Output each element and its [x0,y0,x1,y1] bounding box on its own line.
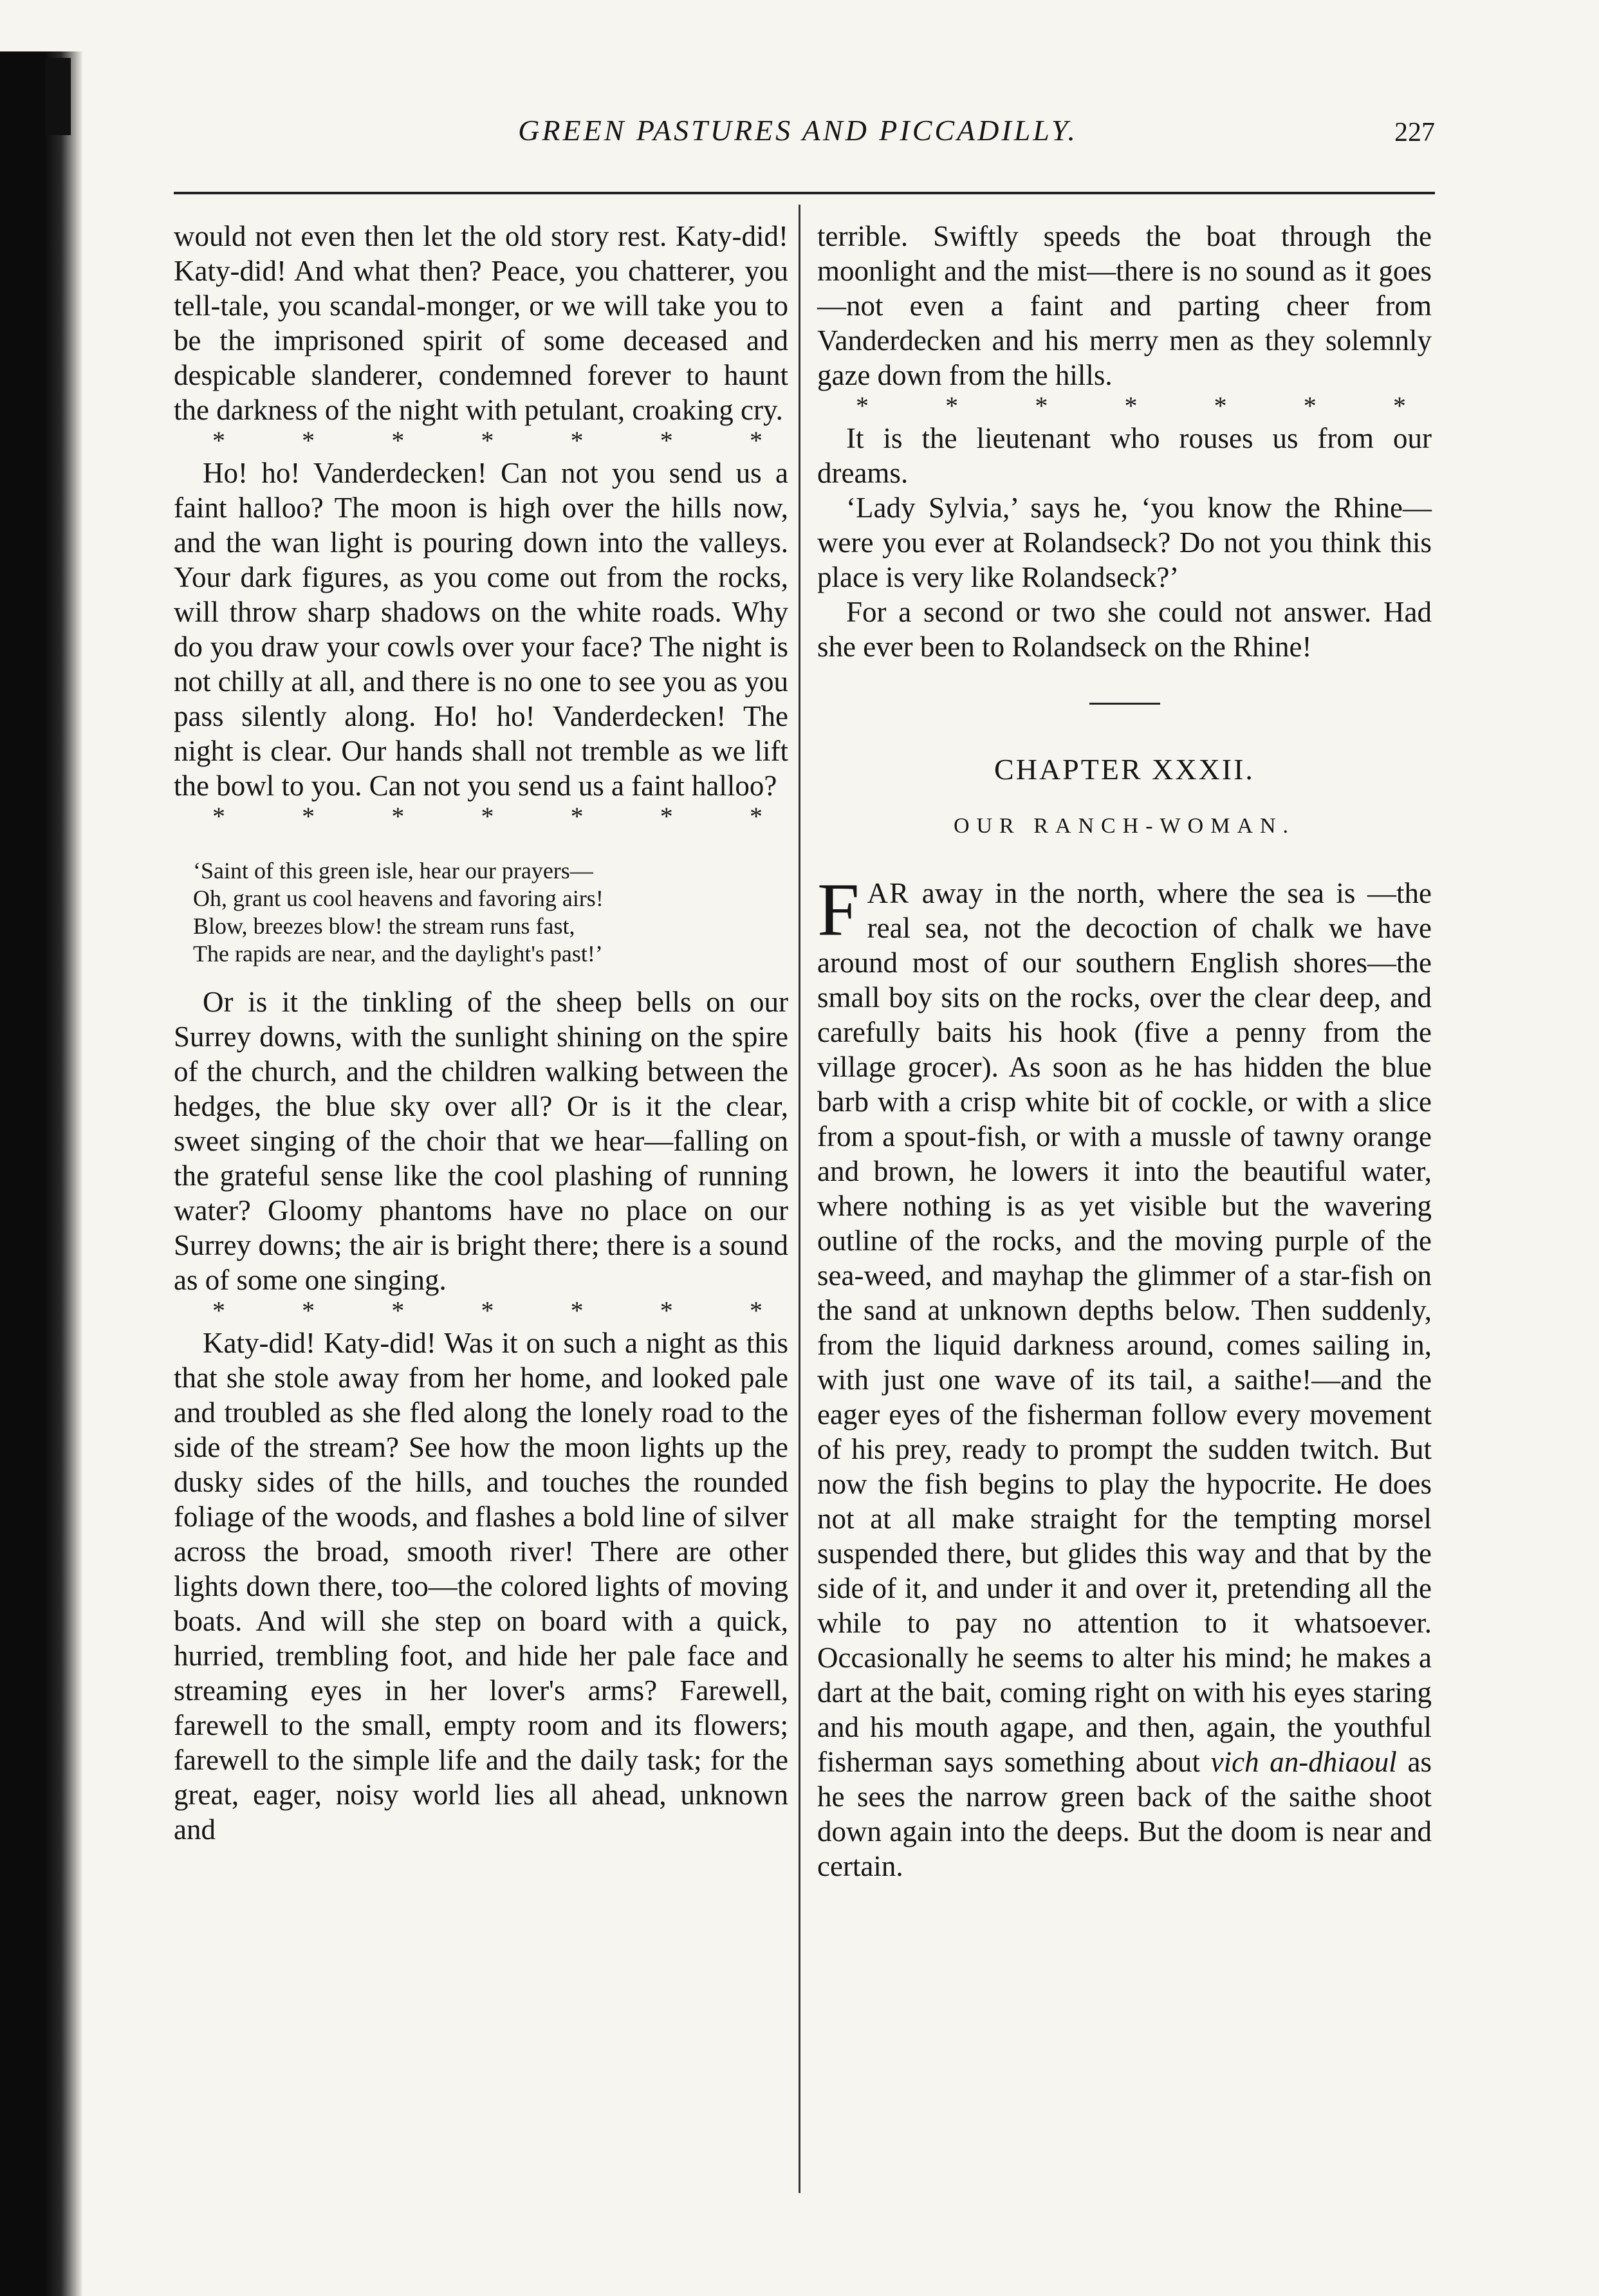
drop-cap-letter: F [817,867,860,952]
page-number: 227 [1394,118,1435,147]
verse-line: Blow, breezes blow! the stream runs fast, [193,913,575,939]
drop-cap-continuation: AR [867,877,910,909]
verse-line: ‘Saint of this green isle, hear our prayers— [193,858,593,884]
header-rule [174,192,1435,194]
paragraph: Or is it the tinkling of the sheep bells on our Surrey downs, with the sunlight shining on the spire of the church, and the children walking between the hedges, the blue sky over all? Or is it the clear, sweet singing of the choir that we hear—falling on the grateful sense like the cool plashing of running water? Gloomy phantoms have no place on our Surrey downs; the air is bright there; there is a sound as of some one singing. [174,986,788,1296]
right-column [817,219,1432,1884]
paragraph-text: as he sees the narrow green back of the saithe shoot down again into the deeps. But the doom is near and certain. [817,1746,1432,1882]
chapter-title: CHAPTER XXXII. [994,753,1255,786]
paragraph: terrible. Swiftly speeds the boat through the moonlight and the mist—there is no sound as it goes—not even a faint and parting cheer from Vanderdecken and his merry men as they solemnly gaze down from the hills. [817,220,1432,391]
section-break-stars: * * * * * * * [212,1296,763,1325]
running-title: GREEN PASTURES AND PICCADILLY. [518,114,1078,147]
left-column [174,219,788,1847]
chapter-subtitle: OUR RANCH-WOMAN. [953,814,1296,838]
column-divider [799,205,800,2193]
paragraph: It is the lieutenant who rouses us from our dreams. [817,422,1432,489]
page-header [174,113,1435,171]
paragraph: Ho! ho! Vanderdecken! Can not you send us a faint halloo? The moon is high over the hills now, and the wan light is pouring down into the valleys. Your dark figures, as you come out from the rocks, will throw sharp shadows on the white roads. Why do you draw your cowls over your face? The night is not chilly at all, and there is no one to see you as you pass silently along. Ho! ho! Vanderdecken! The night is clear. Our hands shall not tremble as we lift the bowl to you. Can not you send us a faint halloo? [174,457,788,802]
verse-line: The rapids are near, and the daylight's past!’ [193,941,603,967]
paragraph: For a second or two she could not answer. Had she ever been to Rolandseck on the Rhine! [817,596,1432,663]
section-break-stars: * * * * * * * [212,426,763,455]
verse-quote [193,857,788,968]
chapter-opening-paragraph [817,867,1432,1884]
binding-edge-shadow [0,51,82,2296]
chapter-separator-rule [1089,703,1160,705]
section-break-stars: * * * * * * * [856,391,1406,420]
italic-phrase: vich an-dhiaoul [1210,1746,1397,1778]
binding-edge-mark [45,58,71,135]
paragraph: ‘Lady Sylvia,’ says he, ‘you know the Rhine—were you ever at Rolandseck? Do not you think this place is very like Rolandseck?’ [817,492,1432,593]
verse-line: Oh, grant us cool heavens and favoring airs! [193,885,604,911]
paragraph: Katy-did! Katy-did! Was it on such a night as this that she stole away from her home, and looked pale and troubled as she fled along the lonely road to the side of the stream? See how the moon lights up the dusky sides of the hills, and touches the rounded foliage of the woods, and flashes a bold line of silver across the broad, smooth river! There are other lights down there, too—the colored lights of moving boats. And will she step on board with a quick, hurried, trembling foot, and hide her pale face and streaming eyes in her lover's arms? Farewell, farewell to the small, empty room and its flowers; farewell to the simple life and the daily task; for the great, eager, noisy world lies all ahead, unknown and [174,1327,788,1846]
paragraph-text: away in the north, where the sea is —the real sea, not the decoction of chalk we have around most of our southern English shores—the small boy sits on the rocks, over the clear deep, and carefully baits his hook (five a penny from the village grocer). As soon as he has hidden the blue barb with a crisp white bit of cockle, or with a slice from a spout-fish, or with a mussle of tawny orange and brown, he lowers it into the beautiful water, where nothing is as yet visible but the wavering outline of the rocks, and the moving purple of the sea-weed, and mayhap the glimmer of a star-fish on the sand at unknown depths below. Then suddenly, from the liquid darkness around, comes sailing in, with just one wave of its tail, a saithe!—and the eager eyes of the fisherman follow every movement of his prey, ready to prompt the sudden twitch. But now the fish begins to play the hypocrite. He does not at all make straight for the tempting morsel suspended there, but glides this way and that by the side of it, and under it and over it, pretending all the while to pay no attention to it whatsoever. Occasionally he seems to alter his mind; he makes a dart at the bait, coming right on with his eyes staring and his mouth agape, and then, again, the youthful fisherman says something about [817,877,1432,1778]
section-break-stars: * * * * * * * [212,802,763,831]
paragraph: would not even then let the old story rest. Katy-did! Katy-did! And what then? Peace, you chatterer, you tell-tale, you scandal-monger, or we will take you to be the imprisoned spirit of some deceased and despicable slanderer, condemned forever to haunt the darkness of the night with petulant, croaking cry. [174,220,788,426]
